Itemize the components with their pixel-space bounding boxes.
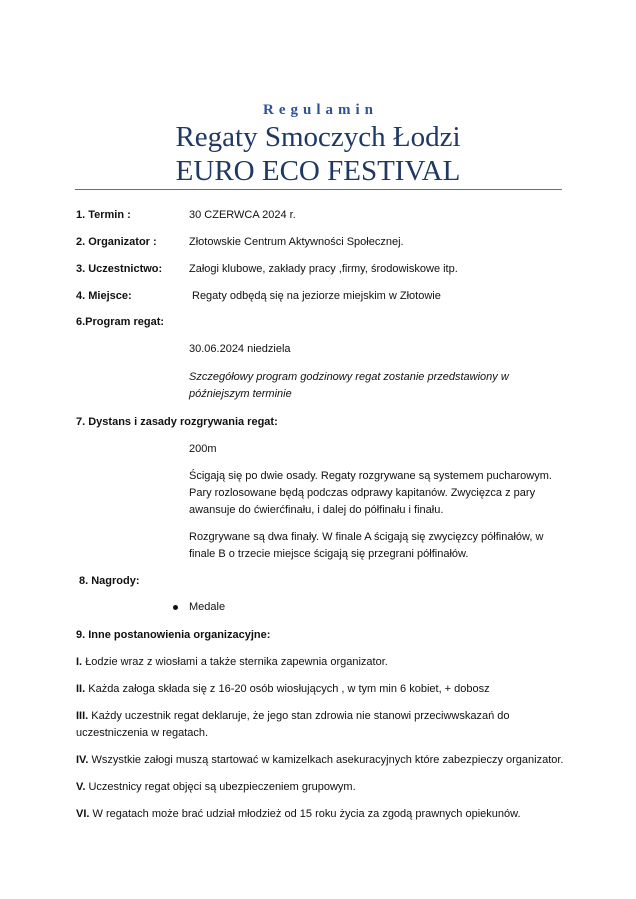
dystans-p1-line-2: Pary rozlosowane będą podczas odprawy kapitanów. Zwycięzca z pary <box>189 487 536 499</box>
header-divider <box>75 189 562 190</box>
inne-item-text: Każdy uczestnik regat deklaruje, że jego stan zdrowia nie stanowi przeciwwskazań do <box>91 710 510 722</box>
organizator-label: 2. Organizator : <box>76 236 157 248</box>
program-date: 30.06.2024 niedziela <box>189 343 291 355</box>
inne-item-number: II. <box>76 683 86 695</box>
organizator-value: Złotowskie Centrum Aktywności Społecznej. <box>189 236 404 248</box>
program-heading: 6.Program regat: <box>76 316 165 328</box>
inne-item-text: Łodzie wraz z wiosłami a także sternika zapewnia organizator. <box>85 656 388 668</box>
document-header <box>0 100 636 188</box>
inne-item-continuation: uczestniczenia w regatach. <box>76 727 209 739</box>
title-line-1: Regaty Smoczych Łodzi <box>175 121 461 153</box>
inne-item <box>76 681 490 698</box>
inne-item <box>76 779 356 796</box>
inne-item-text: Wszystkie załogi muszą startować w kamizelkach asekuracyjnych które zabezpieczy organizator. <box>91 754 564 766</box>
uczestnictwo-value: Załogi klubowe, zakłady pracy ,firmy, środowiskowe itp. <box>189 263 458 275</box>
program-note-line-2: późniejszym terminie <box>189 388 292 400</box>
inne-item <box>76 654 388 671</box>
inne-item-text: Każda załoga składa się z 16-20 osób wiosłujących , w tym min 6 kobiet, + dobosz <box>88 683 490 695</box>
inne-item <box>76 806 521 823</box>
dystans-distance: 200m <box>189 443 217 455</box>
inne-item <box>76 708 510 725</box>
inne-item-text: Uczestnicy regat objęci są ubezpieczeniem grupowym. <box>88 781 356 793</box>
dystans-p1-line-3: awansuje do ćwierćfinału, i dalej do półfinału i finału. <box>189 504 444 516</box>
termin-value: 30 CZERWCA 2024 r. <box>189 209 296 221</box>
program-note-line-1: Szczegółowy program godzinowy regat zostanie przedstawiony w <box>189 371 509 383</box>
nagrody-item: Medale <box>189 601 226 613</box>
termin-label: 1. Termin : <box>76 209 131 221</box>
inne-item-number: IV. <box>76 754 89 766</box>
inne-item-number: V. <box>76 781 86 793</box>
inne-item-number: I. <box>76 656 83 668</box>
miejsce-value: Regaty odbędą się na jeziorze miejskim w Złotowie <box>192 290 441 302</box>
uczestnictwo-label: 3. Uczestnictwo: <box>76 263 163 275</box>
inne-item <box>76 752 563 769</box>
inne-item-number: III. <box>76 710 89 722</box>
bullet-icon <box>173 605 178 610</box>
dystans-p2-line-2: finale B o trzecie miejsce ścigają się przegrani półfinałów. <box>189 548 469 560</box>
dystans-p2-line-1: Rozgrywane są dwa finały. W finale A ścigają się zwycięzcy półfinałów, w <box>189 531 544 543</box>
regulamin-kicker: Regulamin <box>262 102 378 118</box>
nagrody-heading: 8. Nagrody: <box>79 575 140 587</box>
dystans-heading: 7. Dystans i zasady rozgrywania regat: <box>76 416 278 428</box>
miejsce-label: 4. Miejsce: <box>76 290 132 302</box>
inne-item-number: VI. <box>76 808 90 820</box>
inne-item-text: W regatach może brać udział młodzież od 15 roku życia za zgodą prawnych opiekunów. <box>92 808 521 820</box>
inne-heading: 9. Inne postanowienia organizacyjne: <box>76 629 271 641</box>
dystans-p1-line-1: Ścigają się po dwie osady. Regaty rozgrywane są systemem pucharowym. <box>189 470 552 482</box>
title-line-2: EURO ECO FESTIVAL <box>175 155 461 187</box>
